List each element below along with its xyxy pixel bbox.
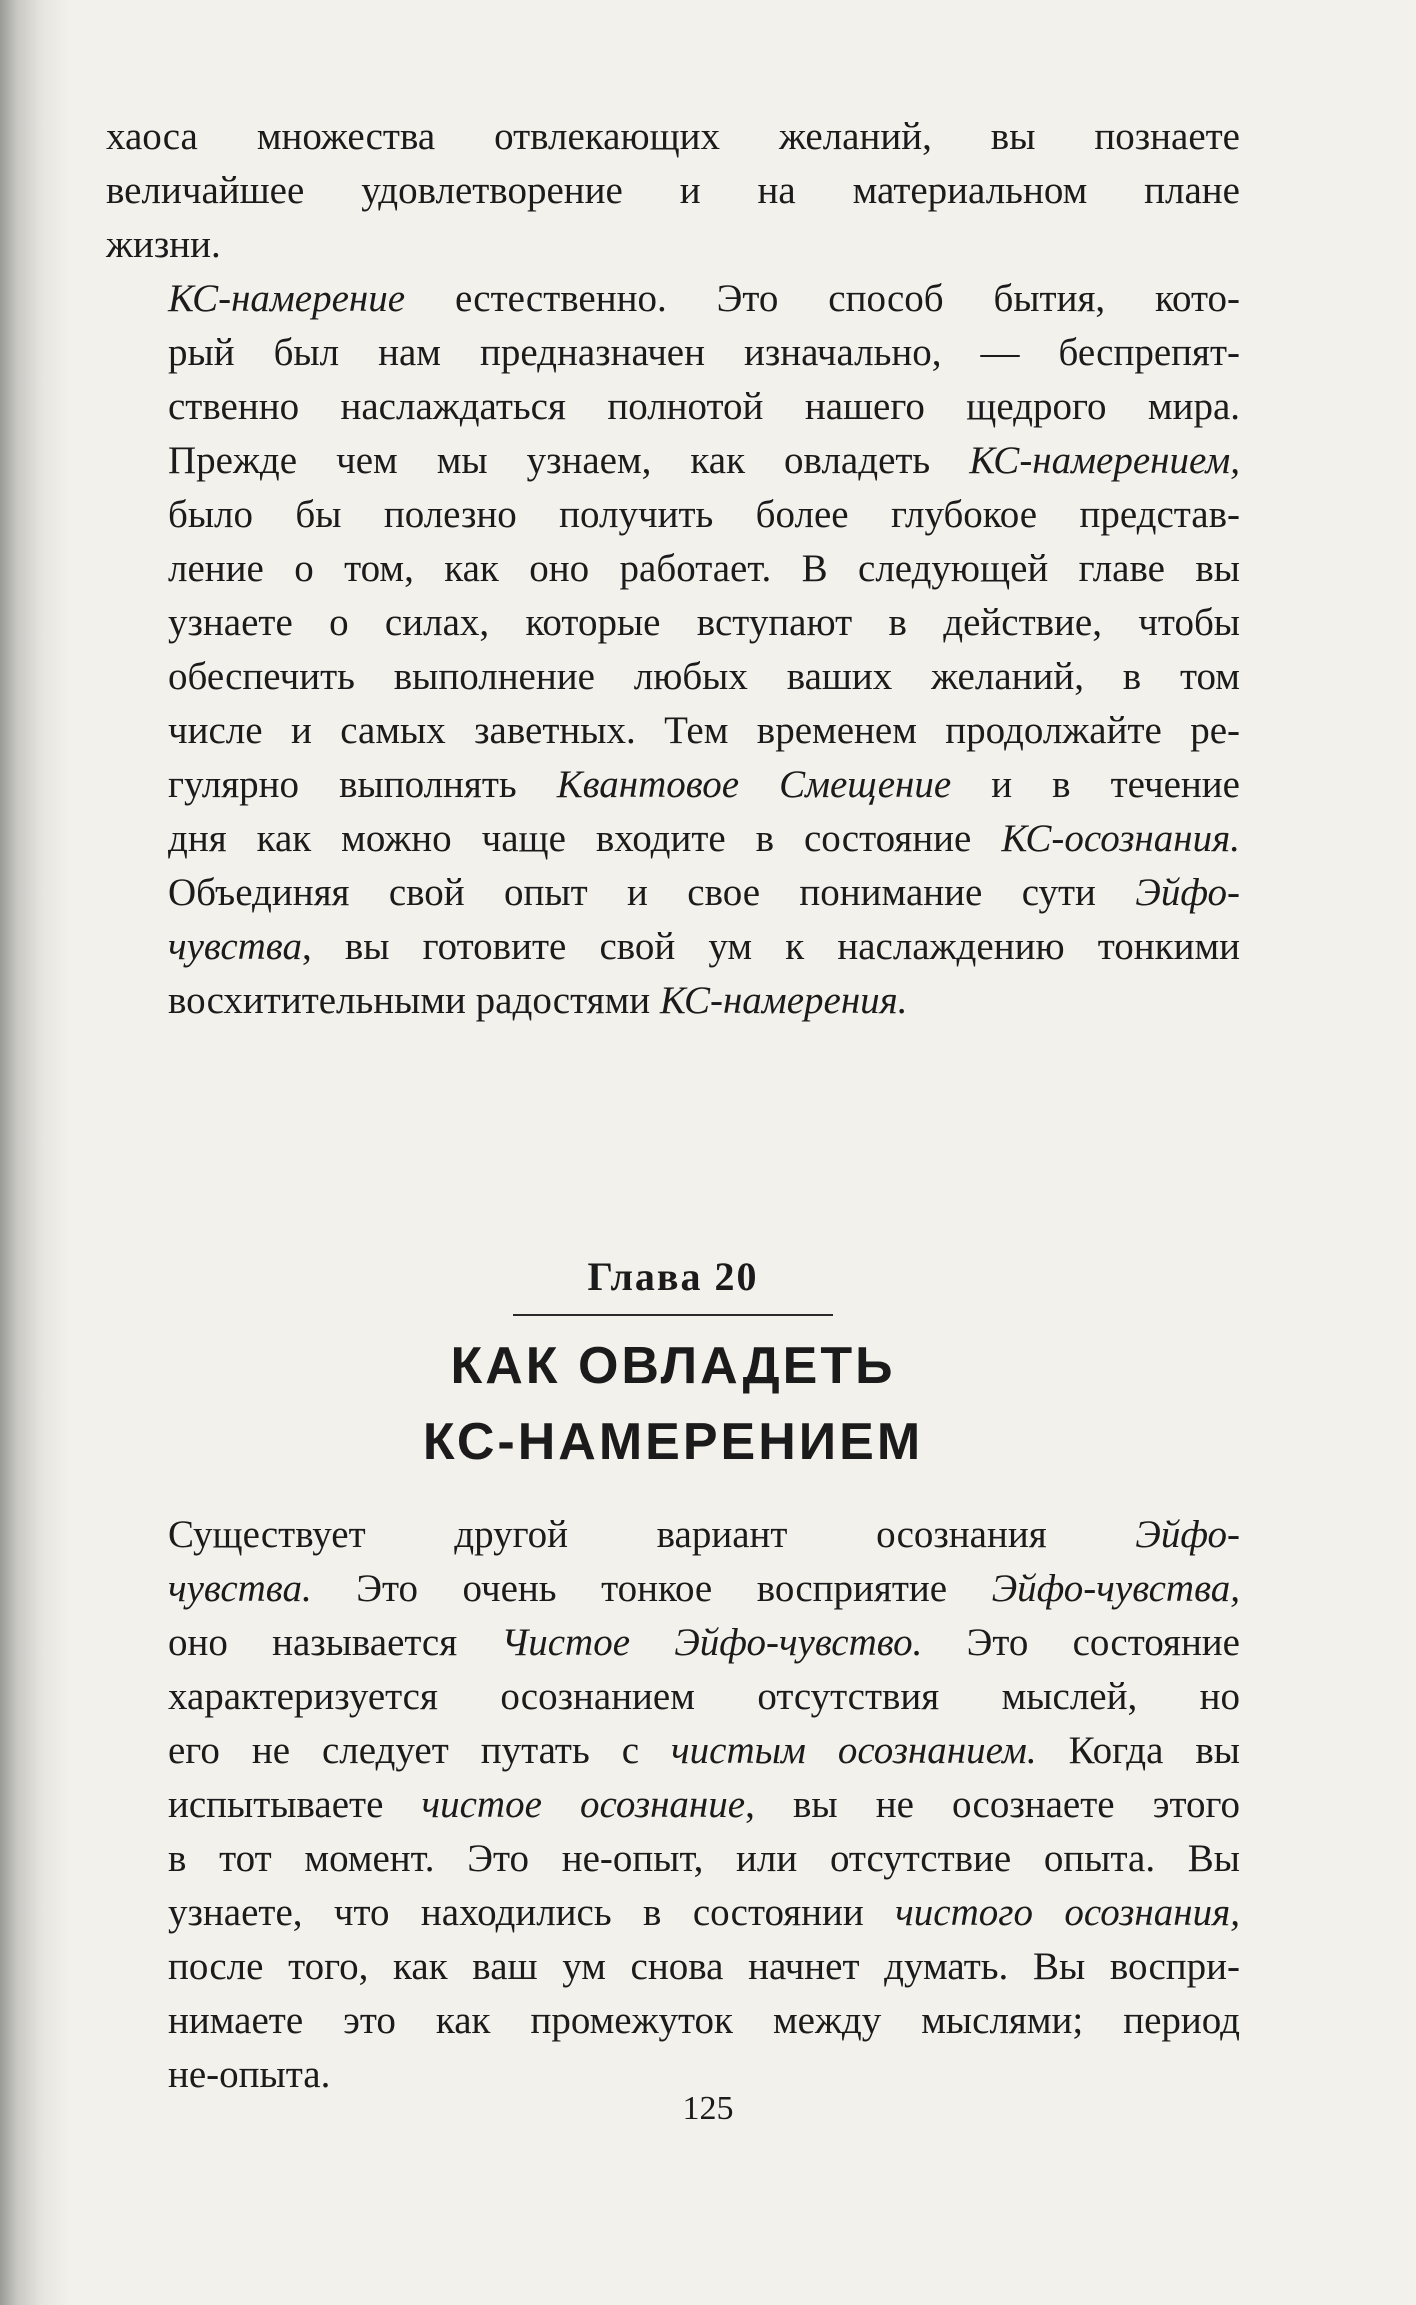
chapter-divider — [513, 1314, 833, 1316]
text-line: ление о том, как оно работает. В следующей главе вы — [168, 547, 1240, 590]
text-run: и в течение — [951, 763, 1240, 806]
chapter-title-line-1: КАК ОВЛАДЕТЬ — [450, 1337, 896, 1395]
page-number: 125 — [682, 2090, 734, 2127]
paragraph-3 — [106, 1508, 1240, 2102]
text-run: , вы готовите свой ум к наслаждению тонкими — [301, 925, 1240, 968]
italic-term: Эйфо- — [1135, 871, 1240, 914]
text-run: естественно. Это способ бытия, кото- — [405, 277, 1240, 320]
text-line: в тот момент. Это не-опыт, или отсутствие опыта. Вы — [168, 1837, 1240, 1880]
italic-term: КС-намерения. — [659, 979, 908, 1022]
text-line — [106, 1616, 1240, 1670]
italic-term: чистого осознания, — [895, 1891, 1240, 1934]
chapter-label: Глава 20 — [587, 1254, 759, 1299]
text-line: величайшее удовлетворение и на материальном плане — [106, 169, 1240, 212]
text-line: обеспечить выполнение любых ваших желаний, в том — [168, 655, 1240, 698]
text-run: Когда вы — [1036, 1729, 1240, 1772]
text-line — [106, 920, 1240, 974]
italic-term: чувства. — [168, 1567, 312, 1610]
text-line — [106, 1886, 1240, 1940]
text-run: испытываете — [168, 1783, 422, 1826]
text-line — [106, 1778, 1240, 1832]
page-body-top — [106, 110, 1240, 1028]
text-line: после того, как ваш ум снова начнет думать. Вы воспри- — [168, 1945, 1240, 1988]
text-run: оно называется — [168, 1621, 502, 1664]
text-line: ственно наслаждаться полнотой нашего щедрого мира. — [168, 385, 1240, 428]
text-run: его не следует путать с — [168, 1729, 672, 1772]
paragraph-1 — [106, 110, 1240, 272]
text-line: характеризуется осознанием отсутствия мыслей, но — [168, 1675, 1240, 1718]
text-run: Это очень тонкое восприятие — [311, 1567, 992, 1610]
text-run: , вы не осознаете этого — [745, 1783, 1240, 1826]
italic-term: чистое осознание — [421, 1783, 746, 1826]
italic-term: Эйфо- — [1135, 1513, 1240, 1556]
italic-term: КС-намерением, — [969, 439, 1240, 482]
italic-term: чистым осознанием. — [671, 1729, 1037, 1772]
text-line — [106, 812, 1240, 866]
page-gutter-shadow — [0, 0, 70, 2305]
text-line: жизни. — [106, 223, 221, 266]
text-run: восхитительными радостями — [168, 979, 660, 1022]
text-line — [106, 1562, 1240, 1616]
text-run: гулярно выполнять — [168, 763, 557, 806]
text-run: дня как можно чаще входите в состояние — [168, 817, 1002, 860]
text-run: узнаете, что находились в состоянии — [168, 1891, 896, 1934]
italic-term: КС-осознания. — [1001, 817, 1240, 860]
text-line — [106, 434, 1240, 488]
page-body-bottom — [106, 1508, 1240, 2102]
text-line — [106, 974, 1240, 1028]
text-run: Существует другой вариант осознания — [168, 1513, 1136, 1556]
text-line — [106, 1724, 1240, 1778]
chapter-title-line-2: КС-НАМЕРЕНИЕМ — [422, 1413, 924, 1471]
text-line: было бы полезно получить более глубокое представ- — [168, 493, 1240, 536]
text-line — [106, 866, 1240, 920]
text-line — [106, 758, 1240, 812]
text-run: Объединяя свой опыт и свое понимание сути — [168, 871, 1136, 914]
italic-term: Квантовое Смещение — [556, 763, 952, 806]
text-run: Это состояние — [922, 1621, 1240, 1664]
text-line: узнаете о силах, которые вступают в действие, чтобы — [168, 601, 1240, 644]
italic-term: чувства — [168, 925, 302, 968]
text-line — [106, 272, 1240, 326]
italic-term: КС-намерение — [168, 277, 406, 320]
text-line: рый был нам предназначен изначально, — беспрепят- — [168, 331, 1240, 374]
text-line — [106, 1508, 1240, 1562]
text-line: числе и самых заветных. Тем временем продолжайте ре- — [168, 709, 1240, 752]
text-run: Прежде чем мы узнаем, как овладеть — [168, 439, 970, 482]
text-line: хаоса множества отвлекающих желаний, вы познаете — [106, 115, 1240, 158]
text-line: не-опыта. — [168, 2053, 331, 2096]
text-line: нимаете это как промежуток между мыслями; период — [168, 1999, 1240, 2042]
chapter-heading — [106, 1250, 1240, 1480]
italic-term: Эйфо-чувства, — [991, 1567, 1240, 1610]
italic-term: Чистое Эйфо-чувство. — [501, 1621, 923, 1664]
paragraph-2 — [106, 272, 1240, 1028]
